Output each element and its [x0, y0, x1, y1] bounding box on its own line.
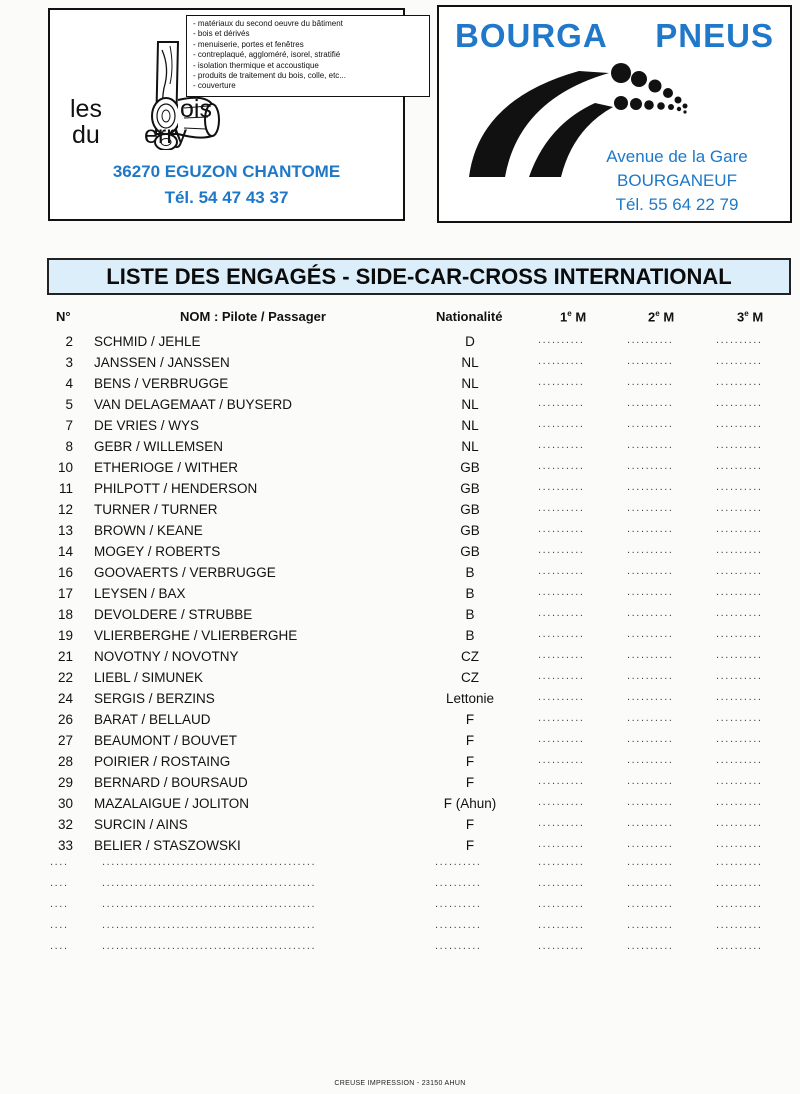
m2-dots: ..........	[627, 586, 674, 598]
m3-dots: ..........	[716, 544, 763, 556]
row-name: VLIERBERGHE / VLIERBERGHE	[94, 628, 298, 643]
row-name: DE VRIES / WYS	[94, 418, 200, 433]
row-no: 7	[65, 418, 73, 433]
m3-dots: ..........	[716, 607, 763, 619]
row-no: 10	[57, 460, 73, 475]
m2-dots: ..........	[627, 649, 674, 661]
blank-m1-dots: ..........	[538, 919, 585, 931]
blank-no-dots: ....	[50, 940, 69, 952]
blank-m3-dots: ..........	[716, 898, 763, 910]
m1-dots: ..........	[538, 397, 585, 409]
blank-name-dots: ..............................................	[102, 856, 317, 868]
row-nationality: NL	[461, 439, 479, 454]
row-nationality: Lettonie	[445, 691, 495, 706]
table-row	[0, 796, 800, 817]
table-row	[0, 355, 800, 376]
header-name: NOM : Pilote / Passager	[180, 309, 326, 324]
row-name: POIRIER / ROSTAING	[94, 754, 231, 769]
m2-dots: ..........	[627, 628, 674, 640]
m3-dots: ..........	[716, 376, 763, 388]
table-row	[0, 502, 800, 523]
header-manche-1	[560, 309, 586, 324]
blank-nat-dots: ..........	[435, 877, 482, 889]
row-nationality: GB	[460, 481, 480, 496]
row-name: ETHERIOGE / WITHER	[94, 460, 239, 475]
left-ad-address: 36270 EGUZON CHANTOME	[112, 162, 341, 181]
row-nationality: F (Ahun)	[443, 796, 497, 811]
m2-dots: ..........	[627, 397, 674, 409]
table-row	[0, 649, 800, 670]
m2-suffix: e	[655, 309, 660, 318]
m1-dots: ..........	[538, 817, 585, 829]
right-ad-phone: Tél. 55 64 22 79	[615, 195, 739, 214]
logo-erry: erry	[144, 121, 188, 149]
m2-dots: ..........	[627, 376, 674, 388]
blank-name-dots: ..............................................	[102, 898, 317, 910]
blank-no-dots: ....	[50, 877, 69, 889]
m1-dots: ..........	[538, 334, 585, 346]
m2-dots: ..........	[627, 565, 674, 577]
row-nationality: B	[465, 586, 475, 601]
row-no: 11	[58, 481, 73, 496]
row-name: BELIER / STASZOWSKI	[94, 838, 241, 853]
row-no: 14	[57, 544, 73, 559]
row-nationality: F	[465, 838, 475, 853]
m3-dots: ..........	[716, 754, 763, 766]
m1-suffix: e	[567, 309, 572, 318]
row-no: 8	[65, 439, 73, 454]
m3-dots: ..........	[716, 838, 763, 850]
row-nationality: NL	[461, 376, 479, 391]
row-nationality: NL	[461, 418, 479, 433]
blank-m1-dots: ..........	[538, 898, 585, 910]
m2-letter: M	[663, 309, 675, 325]
row-no: 2	[65, 334, 73, 349]
right-ad-city: BOURGANEUF	[617, 171, 737, 190]
product-item: - contreplaqué, aggloméré, isorel, stratifié	[193, 50, 341, 60]
product-item: - matériaux du second oeuvre du bâtiment	[193, 19, 343, 28]
m2-dots: ..........	[627, 481, 674, 493]
row-no: 32	[57, 817, 73, 832]
blank-m1-dots: ..........	[538, 856, 585, 868]
m2-dots: ..........	[627, 691, 674, 703]
table-row	[0, 376, 800, 397]
row-nationality: D	[465, 334, 475, 349]
m1-dots: ..........	[538, 439, 585, 451]
m3-dots: ..........	[716, 649, 763, 661]
bp-title-left: BOURGA	[455, 17, 608, 54]
m1-dots: ..........	[538, 733, 585, 745]
row-nationality: B	[465, 607, 475, 622]
row-no: 13	[57, 523, 73, 538]
row-no: 5	[65, 397, 73, 412]
blank-m2-dots: ..........	[627, 898, 674, 910]
blank-m2-dots: ..........	[627, 940, 674, 952]
m3-suffix: e	[744, 309, 749, 318]
m3-dots: ..........	[716, 397, 763, 409]
row-name: VAN DELAGEMAAT / BUYSERD	[94, 397, 293, 412]
row-name: BENS / VERBRUGGE	[94, 376, 229, 391]
m2-dots: ..........	[627, 796, 674, 808]
row-name: SCHMID / JEHLE	[94, 334, 201, 349]
row-nationality: GB	[460, 502, 480, 517]
table-row	[0, 712, 800, 733]
m3-dots: ..........	[716, 418, 763, 430]
blank-name-dots: ..............................................	[102, 919, 317, 931]
blank-m3-dots: ..........	[716, 940, 763, 952]
row-name: LEYSEN / BAX	[94, 586, 186, 601]
row-nationality: F	[465, 817, 475, 832]
row-name: NOVOTNY / NOVOTNY	[94, 649, 239, 664]
row-no: 18	[57, 607, 73, 622]
blank-name-dots: ..............................................	[102, 940, 317, 952]
blank-no-dots: ....	[50, 856, 69, 868]
row-no: 16	[57, 565, 73, 580]
table-row	[0, 733, 800, 754]
blank-m1-dots: ..........	[538, 877, 585, 889]
m2-dots: ..........	[627, 418, 674, 430]
row-no: 21	[57, 649, 73, 664]
row-name: BARAT / BELLAUD	[94, 712, 211, 727]
header-manche-2	[648, 309, 674, 324]
table-row	[0, 754, 800, 775]
m3-dots: ..........	[716, 502, 763, 514]
logo-ois: ois	[180, 95, 212, 123]
m3-dots: ..........	[716, 796, 763, 808]
m1-dots: ..........	[538, 565, 585, 577]
table-row	[0, 817, 800, 838]
ad-bourga-pneus	[437, 5, 792, 223]
table-row	[0, 397, 800, 418]
m2-dots: ..........	[627, 607, 674, 619]
table-row	[0, 460, 800, 481]
blank-m2-dots: ..........	[627, 856, 674, 868]
row-no: 3	[65, 355, 73, 370]
m1-dots: ..........	[538, 502, 585, 514]
row-no: 19	[57, 628, 73, 643]
logo-les: les	[70, 95, 102, 123]
table-row	[0, 775, 800, 796]
page-title: LISTE DES ENGAGÉS - SIDE-CAR-CROSS INTERNATIONAL	[47, 258, 791, 295]
m3-dots: ..........	[716, 628, 763, 640]
m1-dots: ..........	[538, 670, 585, 682]
product-item: - couverture	[193, 81, 236, 91]
blank-nat-dots: ..........	[435, 898, 482, 910]
row-nationality: B	[465, 565, 475, 580]
row-name: DEVOLDERE / STRUBBE	[94, 607, 253, 622]
m1-dots: ..........	[538, 418, 585, 430]
blank-no-dots: ....	[50, 919, 69, 931]
m3-dots: ..........	[716, 355, 763, 367]
blank-row	[0, 919, 800, 939]
row-nationality: F	[465, 733, 475, 748]
row-nationality: CZ	[461, 670, 479, 685]
table-row	[0, 670, 800, 691]
m3-dots: ..........	[716, 460, 763, 472]
row-name: SURCIN / AINS	[94, 817, 188, 832]
table-row	[0, 628, 800, 649]
row-no: 30	[57, 796, 73, 811]
row-no: 33	[57, 838, 73, 853]
table-row	[0, 544, 800, 565]
m1-dots: ..........	[538, 481, 585, 493]
m2-dots: ..........	[627, 460, 674, 472]
row-no: 26	[57, 712, 73, 727]
blank-row	[0, 877, 800, 897]
header-manche-3	[737, 309, 763, 324]
m1-letter: M	[575, 309, 587, 325]
m3-dots: ..........	[716, 523, 763, 535]
blank-m3-dots: ..........	[716, 877, 763, 889]
m3-dots: ..........	[716, 775, 763, 787]
m1-dots: ..........	[538, 628, 585, 640]
m1-dots: ..........	[538, 775, 585, 787]
row-no: 28	[57, 754, 73, 769]
row-nationality: F	[465, 754, 475, 769]
table-row	[0, 586, 800, 607]
product-item: - produits de traitement du bois, colle, etc...	[193, 71, 346, 81]
row-name: TURNER / TURNER	[94, 502, 218, 517]
m2-dots: ..........	[627, 439, 674, 451]
table-row	[0, 334, 800, 355]
row-nationality: GB	[460, 523, 480, 538]
m2-dots: ..........	[627, 544, 674, 556]
blank-row	[0, 856, 800, 876]
blank-m3-dots: ..........	[716, 919, 763, 931]
bourga-pneus-title	[439, 17, 790, 55]
table-row	[0, 439, 800, 460]
row-nationality: GB	[460, 460, 480, 475]
blank-m3-dots: ..........	[716, 856, 763, 868]
blank-m2-dots: ..........	[627, 877, 674, 889]
m3-dots: ..........	[716, 439, 763, 451]
m3-dots: ..........	[716, 691, 763, 703]
row-no: 27	[57, 733, 73, 748]
row-no: 22	[57, 670, 73, 685]
m3-dots: ..........	[716, 334, 763, 346]
blank-m2-dots: ..........	[627, 919, 674, 931]
m2-dots: ..........	[627, 733, 674, 745]
m1-dots: ..........	[538, 523, 585, 535]
product-item: - isolation thermique et accoustique	[193, 60, 319, 70]
printer-footer: CREUSE IMPRESSION - 23150 AHUN	[334, 1080, 466, 1087]
row-name: MOGEY / ROBERTS	[94, 544, 221, 559]
m1-dots: ..........	[538, 796, 585, 808]
blank-name-dots: ..............................................	[102, 877, 317, 889]
m3-dots: ..........	[716, 670, 763, 682]
row-nationality: NL	[461, 397, 479, 412]
blank-nat-dots: ..........	[435, 919, 482, 931]
row-nationality: GB	[460, 544, 480, 559]
row-name: JANSSEN / JANSSEN	[94, 355, 230, 370]
row-no: 12	[57, 502, 73, 517]
row-name: BROWN / KEANE	[94, 523, 203, 538]
header-nationality: Nationalité	[436, 309, 503, 324]
row-nationality: CZ	[461, 649, 479, 664]
table-row	[0, 481, 800, 502]
product-item: - bois et dérivés	[193, 29, 250, 39]
m3-dots: ..........	[716, 481, 763, 493]
m1-dots: ..........	[538, 355, 585, 367]
m1-number: 1	[560, 309, 568, 325]
blank-no-dots: ....	[50, 898, 69, 910]
blank-nat-dots: ..........	[435, 856, 482, 868]
row-nationality: F	[465, 775, 475, 790]
table-row	[0, 691, 800, 712]
row-no: 17	[57, 586, 73, 601]
m1-dots: ..........	[538, 712, 585, 724]
row-name: BEAUMONT / BOUVET	[94, 733, 238, 748]
m1-dots: ..........	[538, 754, 585, 766]
blank-row	[0, 940, 800, 960]
table-row	[0, 418, 800, 439]
m1-dots: ..........	[538, 376, 585, 388]
m2-dots: ..........	[627, 334, 674, 346]
m2-number: 2	[648, 309, 656, 325]
m2-dots: ..........	[627, 817, 674, 829]
m1-dots: ..........	[538, 586, 585, 598]
row-name: MAZALAIGUE / JOLITON	[94, 796, 250, 811]
m2-dots: ..........	[627, 355, 674, 367]
m1-dots: ..........	[538, 649, 585, 661]
m3-number: 3	[737, 309, 745, 325]
m3-dots: ..........	[716, 586, 763, 598]
m2-dots: ..........	[627, 502, 674, 514]
left-ad-phone: Tél. 54 47 43 37	[164, 188, 289, 207]
m2-dots: ..........	[627, 838, 674, 850]
m1-dots: ..........	[538, 691, 585, 703]
row-nationality: F	[465, 712, 475, 727]
row-name: PHILPOTT / HENDERSON	[94, 481, 258, 496]
header-no: N°	[56, 309, 71, 324]
row-name: GEBR / WILLEMSEN	[94, 439, 224, 454]
m3-dots: ..........	[716, 733, 763, 745]
m1-dots: ..........	[538, 607, 585, 619]
bp-title-right: PNEUS	[655, 17, 774, 54]
table-row	[0, 607, 800, 628]
product-item: - menuiserie, portes et fenêtres	[193, 39, 304, 49]
m1-dots: ..........	[538, 460, 585, 472]
row-nationality: B	[465, 628, 475, 643]
m2-dots: ..........	[627, 754, 674, 766]
m1-dots: ..........	[538, 838, 585, 850]
m2-dots: ..........	[627, 523, 674, 535]
table-row	[0, 523, 800, 544]
m3-dots: ..........	[716, 712, 763, 724]
row-name: BERNARD / BOURSAUD	[94, 775, 248, 790]
m1-dots: ..........	[538, 544, 585, 556]
table-row	[0, 565, 800, 586]
row-name: SERGIS / BERZINS	[94, 691, 215, 706]
m2-dots: ..........	[627, 670, 674, 682]
m3-dots: ..........	[716, 817, 763, 829]
m3-dots: ..........	[716, 565, 763, 577]
row-nationality: NL	[461, 355, 479, 370]
m2-dots: ..........	[627, 775, 674, 787]
row-no: 4	[65, 376, 73, 391]
ad-bois-du-berry	[48, 8, 405, 221]
blank-row	[0, 898, 800, 918]
m3-letter: M	[752, 309, 764, 325]
row-name: LIEBL / SIMUNEK	[94, 670, 204, 685]
m2-dots: ..........	[627, 712, 674, 724]
logo-du: du	[72, 121, 100, 149]
row-no: 29	[57, 775, 73, 790]
right-ad-address: Avenue de la Gare	[606, 147, 748, 166]
row-no: 24	[57, 691, 73, 706]
blank-m1-dots: ..........	[538, 940, 585, 952]
blank-nat-dots: ..........	[435, 940, 482, 952]
row-name: GOOVAERTS / VERBRUGGE	[94, 565, 276, 580]
